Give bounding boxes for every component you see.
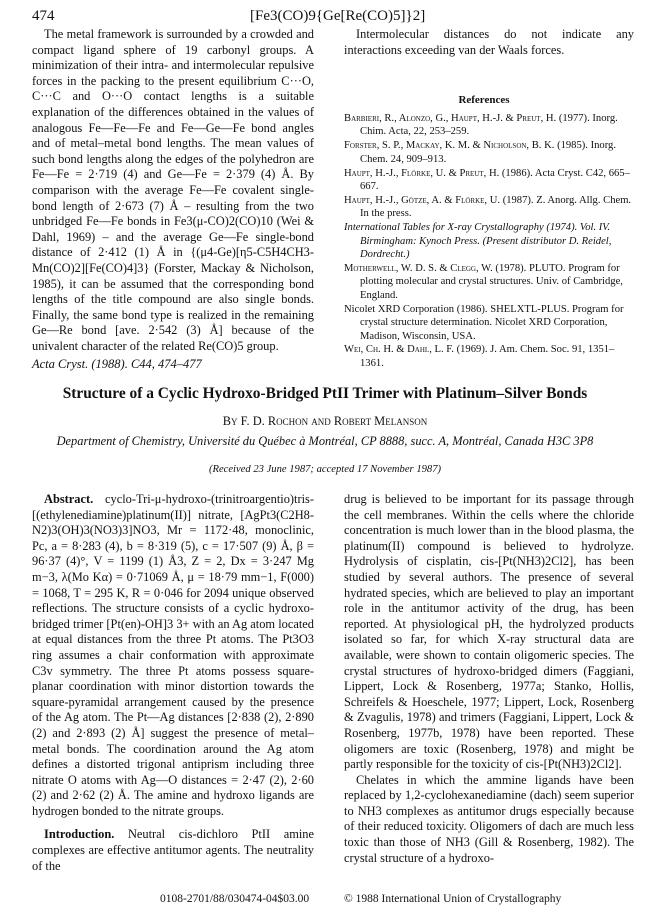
introduction-label: Introduction.	[44, 827, 115, 842]
introduction-text: Neutral cis-dichloro PtII amine complexes are effective antitumor agents. The neutrality of the	[32, 827, 314, 873]
paper-affiliation: Department of Chemistry, Université du Québec à Montréal, CP 8888, succ. A, Montréal, Canada H3C 3P8	[56, 434, 594, 448]
abstract-paragraph	[32, 492, 314, 819]
page-number: 474	[32, 8, 55, 24]
reference-item: Nicolet XRD Corporation (1986). SHELXTL-PLUS. Program for crystal structure determination. Nicolet XRD Corporation, Madison, Wisconsin, USA.	[344, 303, 624, 342]
reference-item: Barbieri, R., Alonzo, G., Haupt, H.-J. & Preut, H. (1977). Inorg. Chim. Acta, 22, 253–259.	[344, 113, 618, 138]
introduction-paragraph	[32, 827, 314, 874]
body-paragraph: Chelates in which the ammine ligands have been replaced by 1,2-cyclohexanediamine (dach) seem superior to NH3 complexes as antitumor drugs especially because of their reduced toxicity. Oligomers of dach are much less toxic than those of NH3 (Gill & Rosenberg, 1982). The crystal structure of a hydroxo-	[344, 772, 634, 865]
abstract-label: Abstract.	[44, 492, 94, 506]
references-heading: References	[458, 94, 510, 106]
journal-citation: Acta Cryst. (1988). C44, 474–477	[32, 357, 202, 371]
body-paragraph: drug is believed to be important for its passage through the cell membranes. Within the cells where the chloride concentration is much lower than in the blood plasma, the platinum(II) compound is believed to hydrolyze. Hydrolysis of cisplatin, cis-[Pt(NH3)2Cl2], has been studied by several authors. The presence of several hydrated species, which are believed to play an important role in the antitumor activity of the drug, has been reported. At physiological pH, the hydrolyzed products isolated so far, for which X-ray structural data are available, were shown to contain oligomeric species. The crystal structures of hydroxo-bridged dimers (Faggiani, Lippert, Lock & Rosenberg, 1977a; Stanko, Hollis, Schreifels & Hoeschele, 1977; Lippert, Lock, Rosenberg & Zvagulis, 1978) and trimers (Faggiani, Lippert, Lock & Rosenberg, 1977b, 1978) have been reported. These oligomers are toxic (Rosenberg, 1978) and might be partly responsible for the toxicity of cis-[Pt(NH3)2Cl2].	[344, 492, 634, 772]
reference-item: Wei, Ch. H. & Dahl, L. F. (1969). J. Am. Chem. Soc. 91, 1351–1361.	[344, 344, 615, 369]
abstract-column	[32, 492, 314, 874]
reference-item: Haupt, H.-J., Götze, A. & Flörke, U. (1987). Z. Anorg. Allg. Chem. In the press.	[344, 194, 632, 220]
article-code: 0108-2701/88/030474-04$03.00	[160, 893, 310, 905]
reference-item: International Tables for X-ray Crystallography (1974). Vol. IV. Birmingham: Kynoch Press. (Present distributor D. Reidel, Dordrecht.)	[344, 222, 612, 261]
references-list	[344, 112, 634, 371]
abstract-text: cyclo-Tri-μ-hydroxo-(trinitroargentio)tris-[(ethylenediamine)platinum(II)] nitrate, [AgPt3(C2H8-N2)3(OH)3(NO3)3]NO3, Mr = 1172·48, monoclinic, Pc, a = 8·283 (4), b = 8·319 (5), c = 17·507 (9) Å, β = 96·37 (4)°, V = 1199 (1) Å3, Z = 2, Dx = 3·247 Mg m−3, λ(Mo Kα) = 0·71069 Å, μ = 18·79 mm−1, F(000) = 1068, T = 295 K, R = 0·046 for 2094 unique observed reflections. The structure consists of a cyclic hydroxo-bridged trimer [Pt(en)-OH]3 3+ with an Ag atom located at equal distances from the three Pt atoms. The Pt3O3 ring assumes a chair conformation with approximate C3v symmetry. The three Pt atoms possess square-planar coordination with minor distortion towards the square-pyramidal arrangement caused by the presence of the Ag atom. The Pt—Ag distances [2·838 (2), 2·890 (2) and 2·893 (2) Å] suggest the presence of metal–metal bonds. The coordination around the Ag atom defines a distorted trigonal antiprism including three nitrate O atoms with Ag—O distances = 2·47 (2), 2·60 (2) and 2·62 (2) Å. The amine and hydroxo ligands are hydrogen bonded to the nitrate groups.	[32, 492, 314, 818]
prev-article-right-column	[344, 27, 634, 58]
paper-title: Structure of a Cyclic Hydroxo-Bridged PtII Trimer with Platinum–Silver Bonds	[62, 385, 588, 402]
prev-article-left-column	[32, 27, 314, 354]
paper-authors: By F. D. Rochon and Robert Melanson	[222, 414, 428, 428]
introduction-right-column	[344, 492, 634, 866]
reference-item: Forster, S. P., Mackay, K. M. & Nicholson, B. K. (1985). Inorg. Chem. 24, 909–913.	[344, 140, 617, 165]
prev-article-paragraph: The metal framework is surrounded by a crowded and compact ligand sphere of 19 carbonyl groups. A minimization of their intra- and intermolecular repulsive forces in the packing to the present equilibrium C···O, C···C and O···O contact lengths is a suitable explanation of the differences obtained in the values of analogous Fe—Fe—Fe and Fe—Ge—Fe bond angles and of metal–metal bond lengths. The mean values of such bond lengths along the edges of the polyhedron are Fe—Fe = 2·719 (4) and Ge—Fe = 2·379 (4) Å. By comparison with the average Fe—Fe covalent single-bond length of 2·673 (7) Å – resulting from the two unbridged Fe—Fe bonds in Fe3(μ-CO)2(CO)10 (Wei & Dahl, 1969) – and the average Ge—Fe single-bond distance of 2·412 (1) Å in {(μ4-Ge)[η5-C5H4CH3-Mn(CO)2][Fe(CO)4]3} (Forster, Mackay & Nicholson, 1985), it can be assumed that the corresponding bond lengths of the title compound are also single bonds. Finally, the same bond type is realized in the remaining Ge—Re bond [ave. 2·542 (3) Å] because of the univalent character of the related Re(CO)5 group.	[32, 27, 314, 353]
running-title: [Fe3(CO)9{Ge[Re(CO)5]}2]	[250, 8, 426, 24]
prev-article-conclusion: Intermolecular distances do not indicate any interactions exceeding van der Waals forces.	[344, 27, 634, 57]
received-dates: (Received 23 June 1987; accepted 17 November 1987)	[208, 464, 442, 475]
reference-item: Motherwell, W. D. S. & Clegg, W. (1978). PLUTO. Program for plotting molecular and crystal structures. Univ. of Cambridge, England.	[344, 262, 623, 301]
copyright-notice: © 1988 International Union of Crystallography	[344, 893, 562, 905]
reference-item: Haupt, H.-J., Flörke, U. & Preut, H. (1986). Acta Cryst. C42, 665–667.	[344, 167, 630, 193]
